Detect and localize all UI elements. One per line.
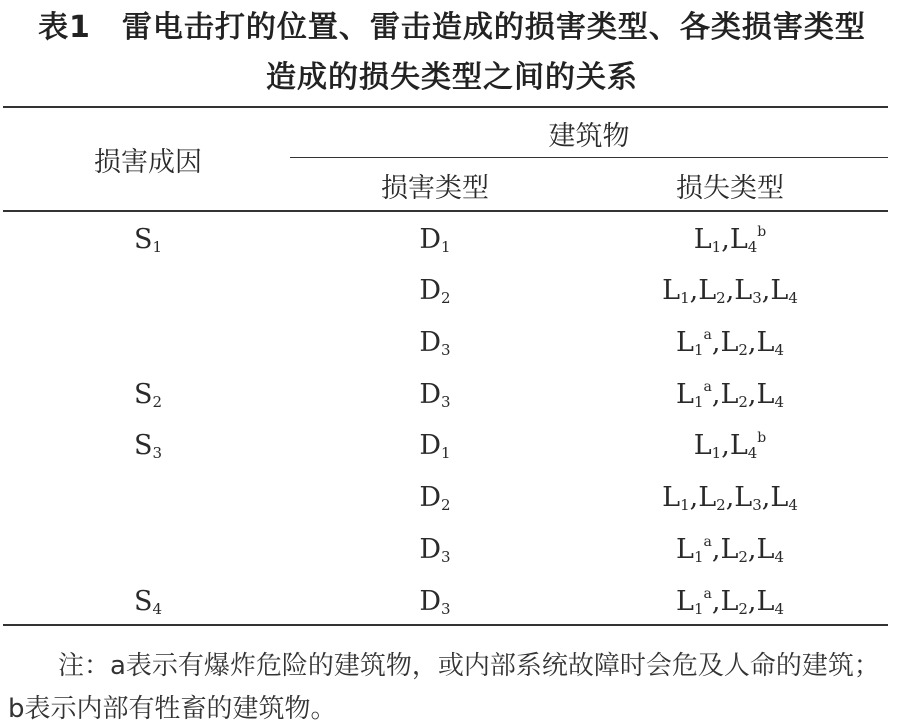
symbol [676, 377, 712, 410]
symbol-base: L [662, 275, 681, 306]
subscript: 4 [747, 238, 758, 256]
group-rule [290, 157, 888, 158]
symbol-base: L [770, 482, 789, 513]
cell-damage [340, 532, 530, 565]
symbol-base: L [756, 327, 775, 358]
subscript: 4 [788, 289, 798, 307]
symbol [770, 273, 797, 306]
symbol [419, 584, 450, 617]
symbol [748, 584, 757, 617]
symbol-base: D [419, 534, 442, 565]
symbol-base: D [419, 224, 442, 255]
symbol-base: D [419, 586, 442, 617]
symbol [676, 584, 712, 617]
header-loss-type: 损失类型 [676, 173, 784, 204]
header-group-building: 建筑物 [548, 121, 630, 152]
subscript: 1 [693, 341, 704, 359]
symbol-base: L [756, 534, 775, 565]
cell-damage [340, 273, 530, 306]
symbol [720, 532, 747, 565]
symbol-base: , [721, 430, 730, 461]
symbol [676, 325, 712, 358]
symbol [730, 428, 766, 461]
symbol-base: S [133, 224, 153, 255]
symbol-base: L [734, 275, 753, 306]
symbol-base: L [734, 482, 753, 513]
symbol [734, 273, 761, 306]
subscript: 1 [693, 393, 704, 411]
subscript: 4 [774, 341, 784, 359]
symbol-base: L [698, 482, 717, 513]
bottom-rule [3, 624, 888, 626]
symbol [662, 273, 689, 306]
subscript: 2 [738, 600, 748, 618]
footnote-marker: a [703, 379, 712, 395]
subscript: 1 [693, 600, 704, 618]
symbol-base: L [693, 430, 712, 461]
symbol [419, 325, 450, 358]
symbol-base: S [133, 379, 153, 410]
header-bottom-rule [3, 210, 888, 212]
subscript: 3 [752, 496, 762, 514]
symbol [662, 480, 689, 513]
table-note-line-2: b表示内部有牲畜的建筑物。 [8, 694, 337, 724]
subscript: 4 [152, 600, 163, 618]
symbol [690, 273, 699, 306]
symbol [720, 584, 747, 617]
subscript: 3 [441, 600, 451, 618]
symbol [721, 428, 730, 461]
symbol-base: D [419, 275, 442, 306]
symbol [726, 480, 735, 513]
top-rule [3, 106, 888, 108]
symbol-base: S [133, 586, 153, 617]
subscript: 2 [738, 393, 748, 411]
subscript: 4 [774, 548, 784, 566]
symbol [721, 222, 730, 255]
cell-loss [610, 377, 850, 410]
symbol-base: L [693, 224, 712, 255]
subscript: 1 [680, 289, 690, 307]
subscript: 3 [441, 548, 451, 566]
subscript: 2 [738, 548, 748, 566]
symbol-base: L [756, 586, 775, 617]
symbol-base: , [711, 586, 721, 617]
cell-loss [610, 584, 850, 617]
subscript: 4 [747, 444, 758, 462]
symbol-base: L [676, 586, 694, 617]
cell-damage [340, 480, 530, 513]
symbol-base: D [419, 327, 442, 358]
footnote-marker: a [703, 586, 712, 602]
symbol-base: L [720, 379, 739, 410]
subscript: 3 [752, 289, 762, 307]
subscript: 2 [738, 341, 748, 359]
table-note-line-1: 注：a表示有爆炸危险的建筑物，或内部系统故障时会危及人命的建筑； [58, 651, 880, 681]
symbol-base: L [729, 224, 748, 255]
symbol [757, 532, 784, 565]
symbol [134, 222, 162, 255]
symbol-base: D [419, 482, 442, 513]
cell-damage [340, 222, 530, 255]
footnote-marker: b [757, 430, 767, 446]
symbol-base: , [689, 482, 699, 513]
symbol-base: , [721, 224, 730, 255]
cell-cause [58, 222, 238, 255]
symbol [757, 377, 784, 410]
symbol-base: S [133, 430, 153, 461]
symbol [698, 273, 725, 306]
symbol [134, 584, 162, 617]
symbol [419, 480, 450, 513]
symbol-base: , [747, 586, 757, 617]
table-title-line-1: 表1 雷电击打的位置、雷击造成的损害类型、各类损害类型 [38, 10, 866, 45]
symbol-base: , [711, 379, 721, 410]
footnote-marker: a [703, 534, 712, 550]
symbol [419, 428, 450, 461]
subscript: 1 [441, 238, 451, 256]
footnote-marker: b [757, 224, 767, 240]
symbol [720, 377, 747, 410]
subscript: 2 [152, 393, 163, 411]
symbol-base: L [662, 482, 681, 513]
footnote-marker: a [703, 327, 712, 343]
symbol [748, 532, 757, 565]
symbol [757, 584, 784, 617]
subscript: 1 [711, 238, 722, 256]
symbol-base: , [761, 275, 771, 306]
symbol-base: L [698, 275, 717, 306]
symbol-base: D [419, 430, 442, 461]
cell-cause [58, 584, 238, 617]
symbol-base: L [720, 534, 739, 565]
symbol-base: , [725, 482, 735, 513]
subscript: 1 [693, 548, 704, 566]
subscript: 2 [716, 496, 726, 514]
subscript: 2 [441, 289, 451, 307]
symbol-base: L [729, 430, 748, 461]
cell-loss [610, 428, 850, 461]
symbol [419, 273, 450, 306]
symbol [419, 377, 450, 410]
cell-damage [340, 428, 530, 461]
symbol-base: L [770, 275, 789, 306]
cell-loss [610, 222, 850, 255]
symbol [730, 222, 766, 255]
symbol [134, 377, 162, 410]
cell-damage [340, 584, 530, 617]
symbol [694, 222, 721, 255]
subscript: 3 [441, 341, 451, 359]
cell-loss [610, 532, 850, 565]
symbol-base: , [747, 534, 757, 565]
symbol-base: , [711, 534, 721, 565]
symbol [698, 480, 725, 513]
symbol [757, 325, 784, 358]
symbol-base: L [720, 327, 739, 358]
subscript: 2 [716, 289, 726, 307]
subscript: 3 [441, 393, 451, 411]
symbol-base: , [689, 275, 699, 306]
subscript: 1 [441, 444, 451, 462]
symbol [748, 325, 757, 358]
symbol-base: L [720, 586, 739, 617]
symbol [734, 480, 761, 513]
symbol [690, 480, 699, 513]
symbol-base: D [419, 379, 442, 410]
symbol [419, 532, 450, 565]
subscript: 4 [788, 496, 798, 514]
symbol-base: , [761, 482, 771, 513]
symbol-base: , [711, 327, 721, 358]
symbol [676, 532, 712, 565]
symbol [726, 273, 735, 306]
symbol [748, 377, 757, 410]
symbol [419, 222, 450, 255]
symbol-base: L [756, 379, 775, 410]
header-damage-type: 损害类型 [381, 173, 489, 204]
subscript: 1 [680, 496, 690, 514]
subscript: 1 [711, 444, 722, 462]
symbol-base: , [747, 379, 757, 410]
symbol [694, 428, 721, 461]
symbol-base: , [747, 327, 757, 358]
symbol [134, 428, 162, 461]
subscript: 2 [441, 496, 451, 514]
subscript: 4 [774, 393, 784, 411]
header-cause: 损害成因 [94, 147, 202, 178]
table-title-line-2: 造成的损失类型之间的关系 [266, 60, 638, 95]
cell-cause [58, 428, 238, 461]
subscript: 3 [152, 444, 163, 462]
subscript: 4 [774, 600, 784, 618]
symbol-base: L [676, 327, 694, 358]
cell-damage [340, 377, 530, 410]
cell-loss [610, 325, 850, 358]
symbol-base: L [676, 379, 694, 410]
subscript: 1 [152, 238, 163, 256]
symbol-base: L [676, 534, 694, 565]
cell-damage [340, 325, 530, 358]
symbol [720, 325, 747, 358]
symbol-base: , [725, 275, 735, 306]
cell-loss [610, 480, 850, 513]
cell-loss [610, 273, 850, 306]
cell-cause [58, 377, 238, 410]
symbol [770, 480, 797, 513]
